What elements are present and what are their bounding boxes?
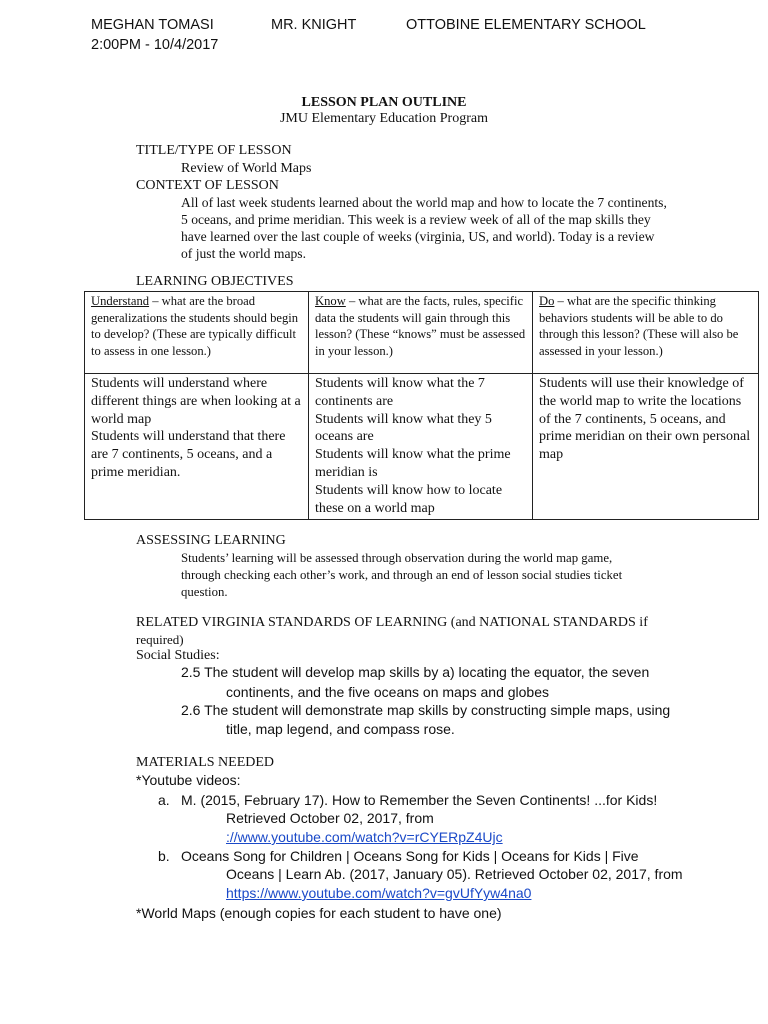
context-line: All of last week students learned about the world map and how to locate the 7 continents, — [181, 195, 667, 210]
know-item: Students will know what the 7 continents are — [315, 376, 485, 409]
world-maps-material: *World Maps (enough copies for each student to have one) — [136, 905, 502, 921]
understand-key: Understand — [91, 294, 150, 308]
know-prompt-cell — [309, 292, 533, 374]
video-b-marker: b. — [158, 848, 170, 864]
lesson-datetime: 2:00PM - 10/4/2017 — [91, 37, 219, 53]
title-type-value: Review of World Maps — [181, 161, 312, 176]
objectives-table — [84, 291, 759, 520]
video-b-citation: Oceans Song for Children | Oceans Song for Kids | Oceans for Kids | Five — [181, 848, 639, 864]
understand-item: Students will understand where different things are when looking at a world map — [91, 376, 301, 427]
understand-content-cell — [85, 374, 309, 520]
know-key: Know — [315, 294, 346, 308]
objectives-content-row — [85, 374, 759, 520]
materials-heading: MATERIALS NEEDED — [136, 755, 275, 770]
context-heading: CONTEXT OF LESSON — [136, 178, 279, 193]
objectives-prompt-row — [85, 292, 759, 374]
know-item: Students will know how to locate these on a world map — [315, 482, 503, 516]
standards-subject: Social Studies: — [136, 648, 220, 663]
understand-item: Students will understand that there are 7 continents, 5 oceans, and a prime meridian. — [91, 429, 286, 480]
understand-prompt-cell — [85, 292, 309, 374]
video-a-citation: M. (2015, February 17). How to Remember the Seven Continents! ...for Kids! — [181, 792, 658, 808]
do-prompt: – what are the specific thinking behaviors students will be able to do through this lesson? (These will also be assessed in your lesson.) — [539, 294, 739, 358]
objectives-heading: LEARNING OBJECTIVES — [136, 274, 294, 289]
video-a-retrieved: Retrieved October 02, 2017, from — [226, 810, 434, 826]
context-line: have learned over the last couple of weeks (virginia, US, and world). Today is a review — [181, 229, 655, 244]
student-name: MEGHAN TOMASI — [91, 17, 214, 33]
standard-2-5-continued: continents, and the five oceans on maps and globes — [226, 684, 549, 700]
know-content-cell — [309, 374, 533, 520]
know-item: Students will know what they 5 oceans are — [315, 411, 492, 445]
video-b-retrieved: Oceans | Learn Ab. (2017, January 05). Retrieved October 02, 2017, from — [226, 866, 683, 882]
school-name: OTTOBINE ELEMENTARY SCHOOL — [406, 17, 646, 33]
context-line: of just the world maps. — [181, 246, 306, 261]
standards-heading: RELATED VIRGINIA STANDARDS OF LEARNING (and NATIONAL STANDARDS if — [136, 615, 648, 630]
assessing-paragraph — [181, 550, 741, 601]
do-content-cell — [533, 374, 759, 520]
document-subtitle: JMU Elementary Education Program — [279, 111, 488, 126]
video-a-marker: a. — [158, 792, 170, 808]
teacher-name: MR. KNIGHT — [271, 17, 357, 33]
do-prompt-cell — [533, 292, 759, 374]
assessing-line: question. — [181, 585, 228, 599]
standards-heading-continued: required) — [136, 632, 184, 647]
standard-2-6: 2.6 The student will demonstrate map skills by constructing simple maps, using — [181, 702, 671, 718]
context-paragraph — [181, 194, 741, 262]
know-item: Students will know what the prime meridian is — [315, 447, 511, 480]
assessing-line: Students’ learning will be assessed through observation during the world map game, — [181, 551, 613, 565]
assessing-heading: ASSESSING LEARNING — [136, 533, 286, 548]
standard-2-6-continued: title, map legend, and compass rose. — [226, 721, 455, 737]
youtube-videos-label: *Youtube videos: — [136, 772, 241, 788]
title-type-heading: TITLE/TYPE OF LESSON — [136, 143, 292, 158]
video-a-link[interactable]: ://www.youtube.com/watch?v=rCYERpZ4Ujc — [226, 829, 503, 845]
do-key: Do — [539, 294, 555, 308]
do-item: Students will use their knowledge of the world map to write the locations of the 7 continents, 5 oceans, and prime meridian on their own personal map — [539, 376, 751, 463]
know-prompt: – what are the facts, rules, specific data the students will gain through this lesson? (These “knows” must be assessed in your lesson.) — [315, 294, 526, 358]
assessing-line: through checking each other’s work, and through an end of lesson social studies ticket — [181, 568, 623, 582]
understand-prompt: – what are the broad generalizations the students should begin to develop? (These are typically difficult to assess in one lesson.) — [91, 294, 299, 358]
document-title: LESSON PLAN OUTLINE — [301, 95, 467, 110]
context-line: 5 oceans, and prime meridian. This week is a review week of all of the map skills they — [181, 212, 651, 227]
video-b-link[interactable]: https://www.youtube.com/watch?v=gvUfYyw4na0 — [226, 885, 532, 901]
standard-2-5: 2.5 The student will develop map skills by a) locating the equator, the seven — [181, 664, 650, 680]
